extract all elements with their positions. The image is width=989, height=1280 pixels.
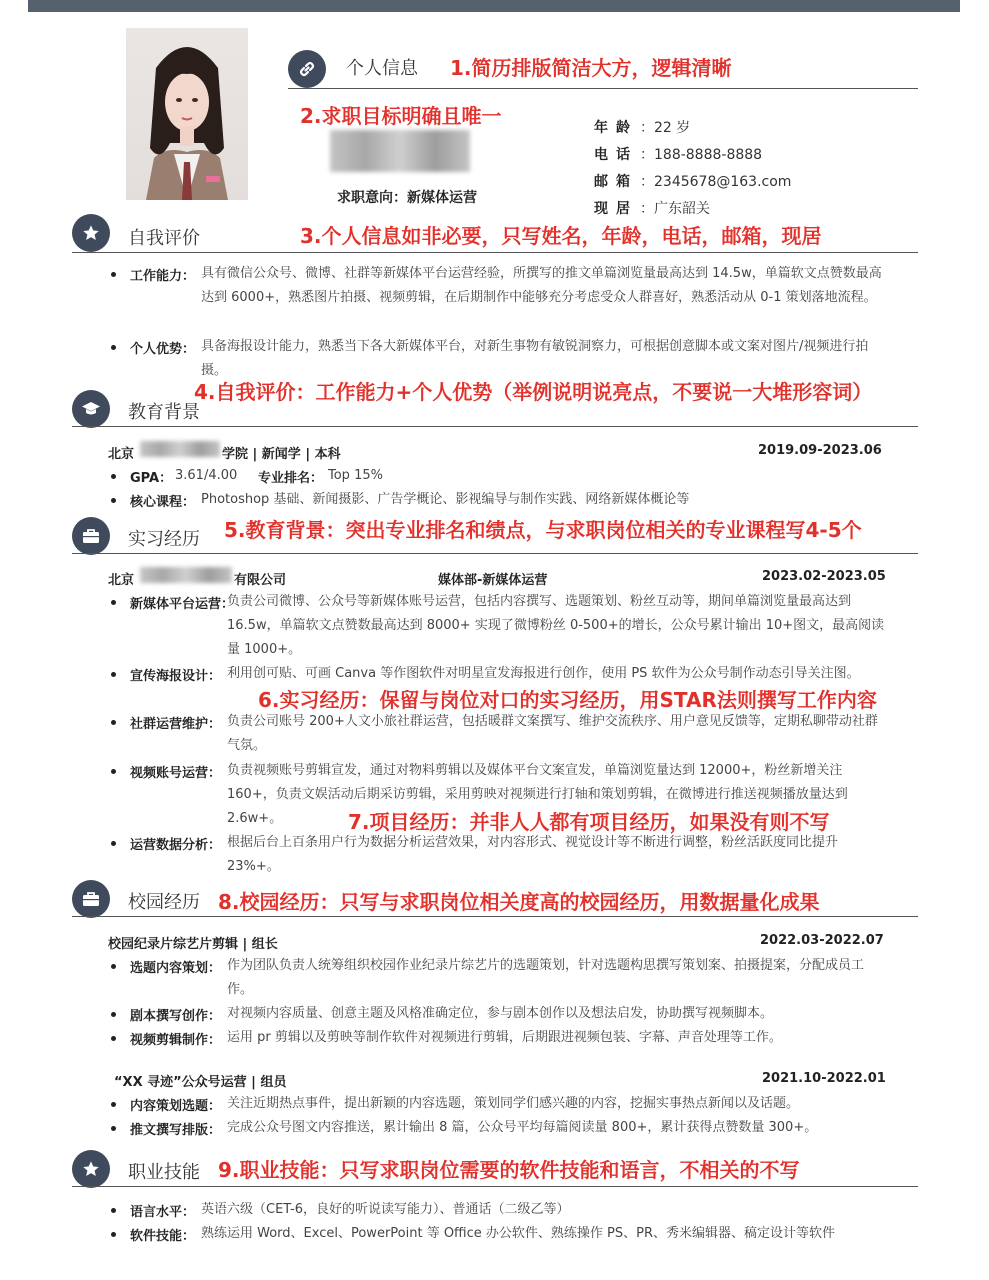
self-text-strength: 具备海报设计能力，熟悉当下各大新媒体平台，对新生事物有敏锐洞察力，可根据创意脚本或文案对图片/视频进行拍摄。 bbox=[201, 339, 869, 378]
self-label-strength: 个人优势： bbox=[130, 342, 196, 357]
top-bar bbox=[28, 0, 960, 12]
divider bbox=[72, 252, 918, 253]
intern-date: 2023.02-2023.05 bbox=[762, 569, 886, 584]
intern-label-1: 新媒体平台运营： bbox=[130, 597, 235, 612]
skill-text-software: 熟练运用 Word、Excel、PowerPoint 等 Office 办公软件、熟练操作 PS、PR、秀米编辑器、稿定设计等软件 bbox=[201, 1226, 836, 1241]
divider bbox=[72, 553, 918, 554]
campus2-label-1: 内容策划选题： bbox=[130, 1099, 222, 1114]
divider bbox=[72, 1186, 918, 1187]
info-label-email: 邮箱 bbox=[594, 174, 638, 190]
annotation-7: 7.项目经历：并非人人都有项目经历，如果没有则不写 bbox=[348, 806, 830, 835]
divider bbox=[288, 88, 918, 89]
skill-label-language: 语言水平： bbox=[130, 1205, 196, 1220]
company-prefix: 北京 bbox=[108, 573, 135, 588]
gpa-value: 3.61/4.00 bbox=[175, 468, 238, 483]
intern-text-1: 负责公司微博、公众号等新媒体账号运营，包括内容撰写、选题策划、粉丝互动等，期间单篇浏览量最高达到16.5w，单篇软文点赞数最高达到 8000+ 实现了微博粉丝 0-500+的增长，公众号累计输出 10+图文，最高阅读量 1000+。 bbox=[227, 594, 885, 657]
bullet bbox=[111, 474, 116, 479]
self-text-ability: 具有微信公众号、微博、社群等新媒体平台运营经验，所撰写的推文单篇浏览量最高达到 14.5w，单篇软文点赞数最高达到 6000+，熟悉图片拍摄、视频剪辑，在后期制作中能够充分考虑受众人群喜好，熟悉活动从 0-1 策划落地流程。 bbox=[201, 266, 882, 305]
bullet bbox=[111, 1102, 116, 1107]
intern-text-5: 根据后台上百条用户行为数据分析运营效果，对内容形式、视觉设计等不断进行调整，粉丝活跃度同比提升 23%+。 bbox=[227, 835, 839, 874]
intern-text-4: 负责视频账号剪辑宣发，通过对物料剪辑以及媒体平台文案宣发，单篇浏览量达到 12000+，粉丝新增关注 160+，负责文娱活动后期采访剪辑，采用剪映对视频进行打轴和策划剪辑，在微博进行推送视频播放量达到 2.6w+。 bbox=[227, 763, 848, 826]
campus1-label-2: 剧本撰写创作： bbox=[130, 1009, 222, 1024]
campus-exp2-date: 2021.10-2022.01 bbox=[762, 1071, 886, 1086]
link-icon bbox=[288, 50, 326, 88]
company-suffix: 有限公司 bbox=[234, 573, 287, 588]
bullet bbox=[111, 720, 116, 725]
campus1-text-3: 运用 pr 剪辑以及剪映等制作软件对视频进行剪辑，后期跟进视频包装、字幕、声音处理等工作。 bbox=[227, 1030, 782, 1045]
rank-value: Top 15% bbox=[328, 468, 383, 483]
campus2-label-2: 推文撰写排版： bbox=[130, 1123, 222, 1138]
info-value-phone: ：188-8888-8888 bbox=[640, 147, 763, 163]
info-label-phone: 电话 bbox=[594, 147, 638, 163]
courses-label: 核心课程： bbox=[130, 495, 196, 510]
blurred-school bbox=[140, 441, 220, 457]
blurred-company bbox=[140, 567, 232, 583]
bullet bbox=[111, 345, 116, 350]
rank-label: 专业排名： bbox=[258, 471, 324, 486]
campus-exp1-title: 校园纪录片综艺片剪辑 | 组长 bbox=[108, 937, 278, 952]
profile-photo bbox=[126, 28, 248, 200]
self-label-ability: 工作能力： bbox=[130, 269, 196, 284]
section-title-campus: 校园经历 bbox=[128, 892, 200, 913]
annotation-4: 4.自我评价：工作能力+个人优势（举例说明说亮点，不要说一大堆形容词） bbox=[194, 380, 873, 404]
bullet bbox=[111, 1012, 116, 1017]
intern-label-5: 运营数据分析： bbox=[130, 838, 222, 853]
campus-exp1-date: 2022.03-2022.07 bbox=[760, 933, 884, 948]
info-value-age: ：22 岁 bbox=[640, 120, 691, 136]
gpa-label: GPA： bbox=[130, 471, 173, 486]
info-value-location: ：广东韶关 bbox=[640, 201, 710, 217]
star-icon bbox=[72, 1150, 110, 1188]
briefcase-icon bbox=[72, 517, 110, 555]
bullet bbox=[111, 964, 116, 969]
graduation-cap-icon bbox=[72, 390, 110, 428]
bullet bbox=[111, 600, 116, 605]
annotation-2: 2.求职目标明确且唯一 bbox=[300, 104, 502, 128]
annotation-8: 8.校园经历：只写与求职岗位相关度高的校园经历，用数据量化成果 bbox=[218, 890, 820, 914]
skill-label-software: 软件技能： bbox=[130, 1229, 196, 1244]
campus-exp2-title: “XX 寻迹”公众号运营 | 组员 bbox=[114, 1075, 287, 1090]
bullet bbox=[111, 841, 116, 846]
annotation-5: 5.教育背景：突出专业排名和绩点，与求职岗位相关的专业课程写4-5个 bbox=[224, 518, 862, 542]
intern-dept: 媒体部-新媒体运营 bbox=[438, 573, 548, 588]
bullet bbox=[111, 672, 116, 677]
bullet bbox=[111, 1126, 116, 1131]
divider bbox=[72, 426, 918, 427]
star-icon bbox=[72, 214, 110, 252]
school-prefix: 北京 bbox=[108, 447, 135, 462]
divider bbox=[72, 916, 918, 917]
campus2-text-1: 关注近期热点事件，提出新颖的内容选题，策划同学们感兴趣的内容，挖掘实事热点新闻以及话题。 bbox=[227, 1096, 800, 1111]
bullet bbox=[111, 1036, 116, 1041]
job-objective: 求职意向：新媒体运营 bbox=[337, 190, 477, 206]
campus2-text-2: 完成公众号图文内容推送，累计输出 8 篇，公众号平均每篇阅读量 800+，累计获得点赞数量 300+。 bbox=[227, 1120, 818, 1135]
section-title-personal: 个人信息 bbox=[346, 58, 418, 79]
courses-value: Photoshop 基础、新闻摄影、广告学概论、影视编导与制作实践、网络新媒体概论等 bbox=[201, 492, 690, 507]
bullet bbox=[111, 1208, 116, 1213]
campus1-text-2: 对视频内容质量、创意主题及风格准确定位，参与剧本创作以及想法启发，协助撰写视频脚本。 bbox=[227, 1006, 774, 1021]
blurred-name bbox=[330, 130, 470, 172]
annotation-6: 6.实习经历：保留与岗位对口的实习经历，用STAR法则撰写工作内容 bbox=[258, 684, 877, 713]
bullet bbox=[111, 498, 116, 503]
briefcase-icon bbox=[72, 880, 110, 918]
campus1-text-1: 作为团队负责人统筹组织校园作业纪录片综艺片的选题策划，针对选题构思撰写策划案、拍摄提案，分配成员工作。 bbox=[227, 958, 865, 997]
annotation-9: 9.职业技能：只写求职岗位需要的软件技能和语言，不相关的不写 bbox=[218, 1158, 800, 1182]
intern-text-2: 利用创可贴、可画 Canva 等作图软件对明星宣发海报进行创作，使用 PS 软件为公众号制作动态引导关注图。 bbox=[227, 666, 860, 681]
edu-date: 2019.09-2023.06 bbox=[758, 443, 882, 458]
intern-label-3: 社群运营维护： bbox=[130, 717, 222, 732]
campus1-label-1: 选题内容策划： bbox=[130, 961, 222, 976]
annotation-1: 1.简历排版简洁大方，逻辑清晰 bbox=[450, 56, 732, 80]
bullet bbox=[111, 1232, 116, 1237]
bullet bbox=[111, 272, 116, 277]
school-major-degree: 学院 | 新闻学 | 本科 bbox=[222, 447, 341, 462]
info-label-location: 现居 bbox=[594, 201, 638, 217]
info-value-email: ：2345678@163.com bbox=[640, 174, 792, 190]
section-title-intern: 实习经历 bbox=[128, 529, 200, 550]
section-title-self: 自我评价 bbox=[128, 228, 200, 249]
campus1-label-3: 视频剪辑制作： bbox=[130, 1033, 222, 1048]
skill-text-language: 英语六级（CET-6，良好的听说读写能力）、普通话（二级乙等） bbox=[201, 1202, 570, 1217]
section-title-edu: 教育背景 bbox=[128, 402, 200, 423]
intern-text-3: 负责公司账号 200+人文小旅社群运营，包括暖群文案撰写、维护交流秩序、用户意见反馈等，定期私聊带动社群气氛。 bbox=[227, 714, 878, 753]
intern-label-4: 视频账号运营： bbox=[130, 766, 222, 781]
intern-label-2: 宣传海报设计： bbox=[130, 669, 222, 684]
annotation-3: 3.个人信息如非必要，只写姓名，年龄，电话，邮箱，现居 bbox=[300, 224, 822, 248]
info-label-age: 年龄 bbox=[594, 120, 638, 136]
bullet bbox=[111, 769, 116, 774]
section-title-skills: 职业技能 bbox=[128, 1162, 200, 1183]
